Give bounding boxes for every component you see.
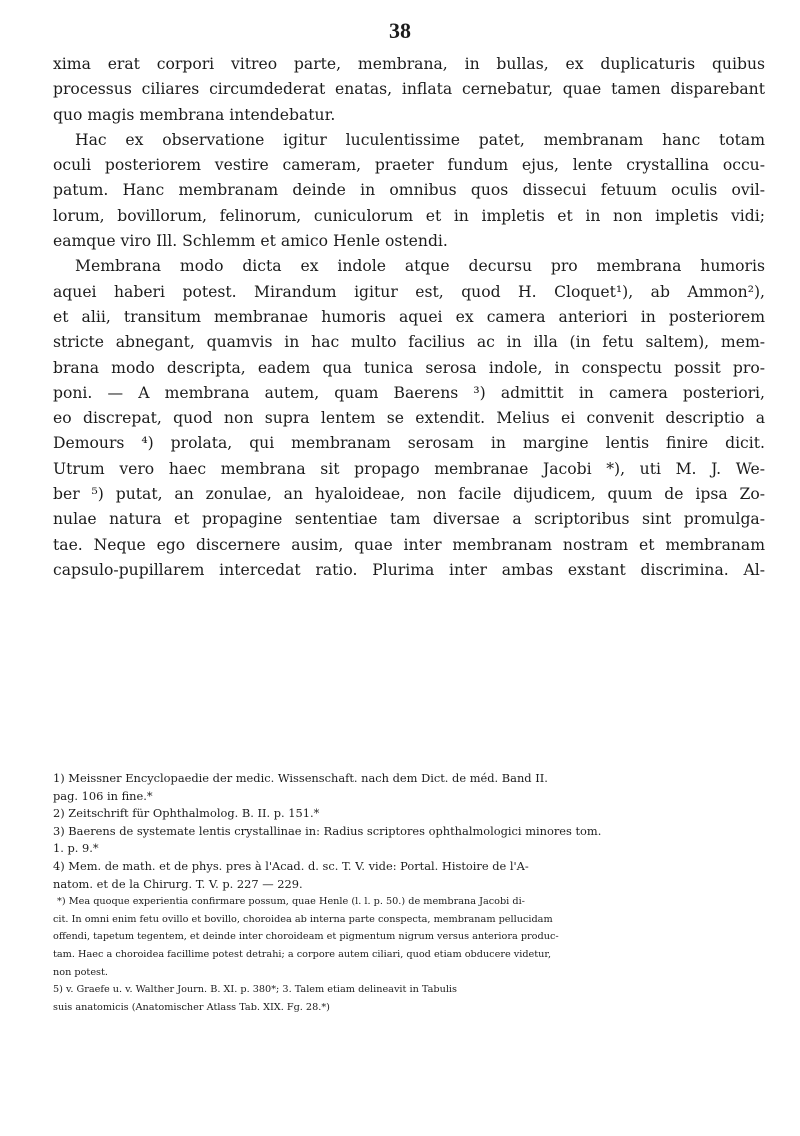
footnotes <box>53 770 765 1016</box>
footnote-line: suis anatomicis (Anatomischer Atlass Tab. XIX. Fg. 28.*) <box>53 1001 330 1013</box>
footnote-line: offendi, tapetum tegentem, et deinde inter choroideam et pigmentum nigrum versus anteriora produc- <box>53 931 559 943</box>
text-line: aquei haberi potest. Mirandum igitur est, quod H. Cloquet¹), ab Ammon²), <box>53 282 765 301</box>
footnote-line: 1) Meissner Encyclopaedie der medic. Wissenschaft. nach dem Dict. de méd. Band II. <box>53 771 548 785</box>
text-line: Hac ex observatione igitur luculentissime patet, membranam hanc totam <box>75 130 765 149</box>
main-text <box>53 52 765 583</box>
text-line: xima erat corpori vitreo parte, membrana, in bullas, ex duplicaturis quibus <box>53 55 765 73</box>
text-line: Utrum vero haec membrana sit propago membranae Jacobi *), uti M. J. We- <box>53 459 765 478</box>
text-line: tae. Neque ego discernere ausim, quae inter membranam nostram et membranam <box>53 535 765 554</box>
text-line: oculi posteriorem vestire cameram, praeter fundum ejus, lente crystallina occu- <box>53 156 765 175</box>
footnote-line: 5) v. Graefe u. v. Walther Journ. B. XI. p. 380*; 3. Talem etiam delineavit in Tabulis <box>53 984 458 996</box>
footnote-line: pag. 106 in fine.* <box>53 788 153 803</box>
text-line: et alii, transitum membranae humoris aquei ex camera anteriori in posteriorem <box>53 307 765 326</box>
footnote-line: non potest. <box>53 966 108 978</box>
text-line: ber ⁵) putat, an zonulae, an hyaloideae, non facile dijudicem, quum de ipsa Zo- <box>53 485 765 504</box>
footnote-line: 2) Zeitschrift für Ophthalmolog. B. II. p. 151.* <box>53 806 320 821</box>
footnote-line: *) Mea quoque experientia confirmare possum, quae Henle (l. l. p. 50.) de membrana Jacobi di- <box>57 896 525 908</box>
footnote-line: 1. p. 9.* <box>53 841 99 856</box>
page-number: 38 <box>389 18 411 43</box>
text-line: poni. — A membrana autem, quam Baerens ³) admittit in camera posteriori, <box>53 383 765 402</box>
footnote-line: tam. Haec a choroidea facillime potest detrahi; a corpore autem ciliari, quod etiam obducere videtur, <box>53 948 552 960</box>
text-line: stricte abnegant, quamvis in hac multo facilius ac in illa (in fetu saltem), mem- <box>53 333 765 352</box>
text-line: quo magis membrana intendebatur. <box>53 105 336 124</box>
text-line: brana modo descripta, eadem qua tunica serosa indole, in conspectu possit pro- <box>53 358 765 377</box>
footnote-line: 4) Mem. de math. et de phys. pres à l'Acad. d. sc. T. V. vide: Portal. Histoire de l'A- <box>53 858 529 873</box>
text-line: nulae natura et propagine sententiae tam diversae a scriptoribus sint promulga- <box>53 510 765 529</box>
text-line: Membrana modo dicta ex indole atque decursu pro membrana humoris <box>75 257 765 276</box>
footnote-line: natom. et de la Chirurg. T. V. p. 227 — 229. <box>53 876 303 891</box>
text-line: capsulo-pupillarem intercedat ratio. Plurima inter ambas exstant discrimina. Al- <box>53 560 765 579</box>
text-line: eamque viro Ill. Schlemm et amico Henle ostendi. <box>53 232 448 251</box>
text-line: lorum, bovillorum, felinorum, cuniculorum et in impletis et in non impletis vidi; <box>53 206 765 225</box>
footnote-line: 3) Baerens de systemate lentis crystallinae in: Radius scriptores ophthalmologici minores tom. <box>53 823 602 838</box>
footnote-line: cit. In omni enim fetu ovillo et bovillo, choroidea ab interna parte conspecta, membranam pellucidam <box>53 913 553 925</box>
text-line: Demours ⁴) prolata, qui membranam serosam in margine lentis finire dicit. <box>53 434 765 453</box>
text-line: patum. Hanc membranam deinde in omnibus quos dissecui fetuum oculis ovil- <box>53 181 765 200</box>
text-line: processus ciliares circumdederat enatas, inflata cernebatur, quae tamen disparebant <box>53 80 765 99</box>
text-line: eo discrepat, quod non supra lentem se extendit. Melius ei convenit descriptio a <box>53 409 765 428</box>
